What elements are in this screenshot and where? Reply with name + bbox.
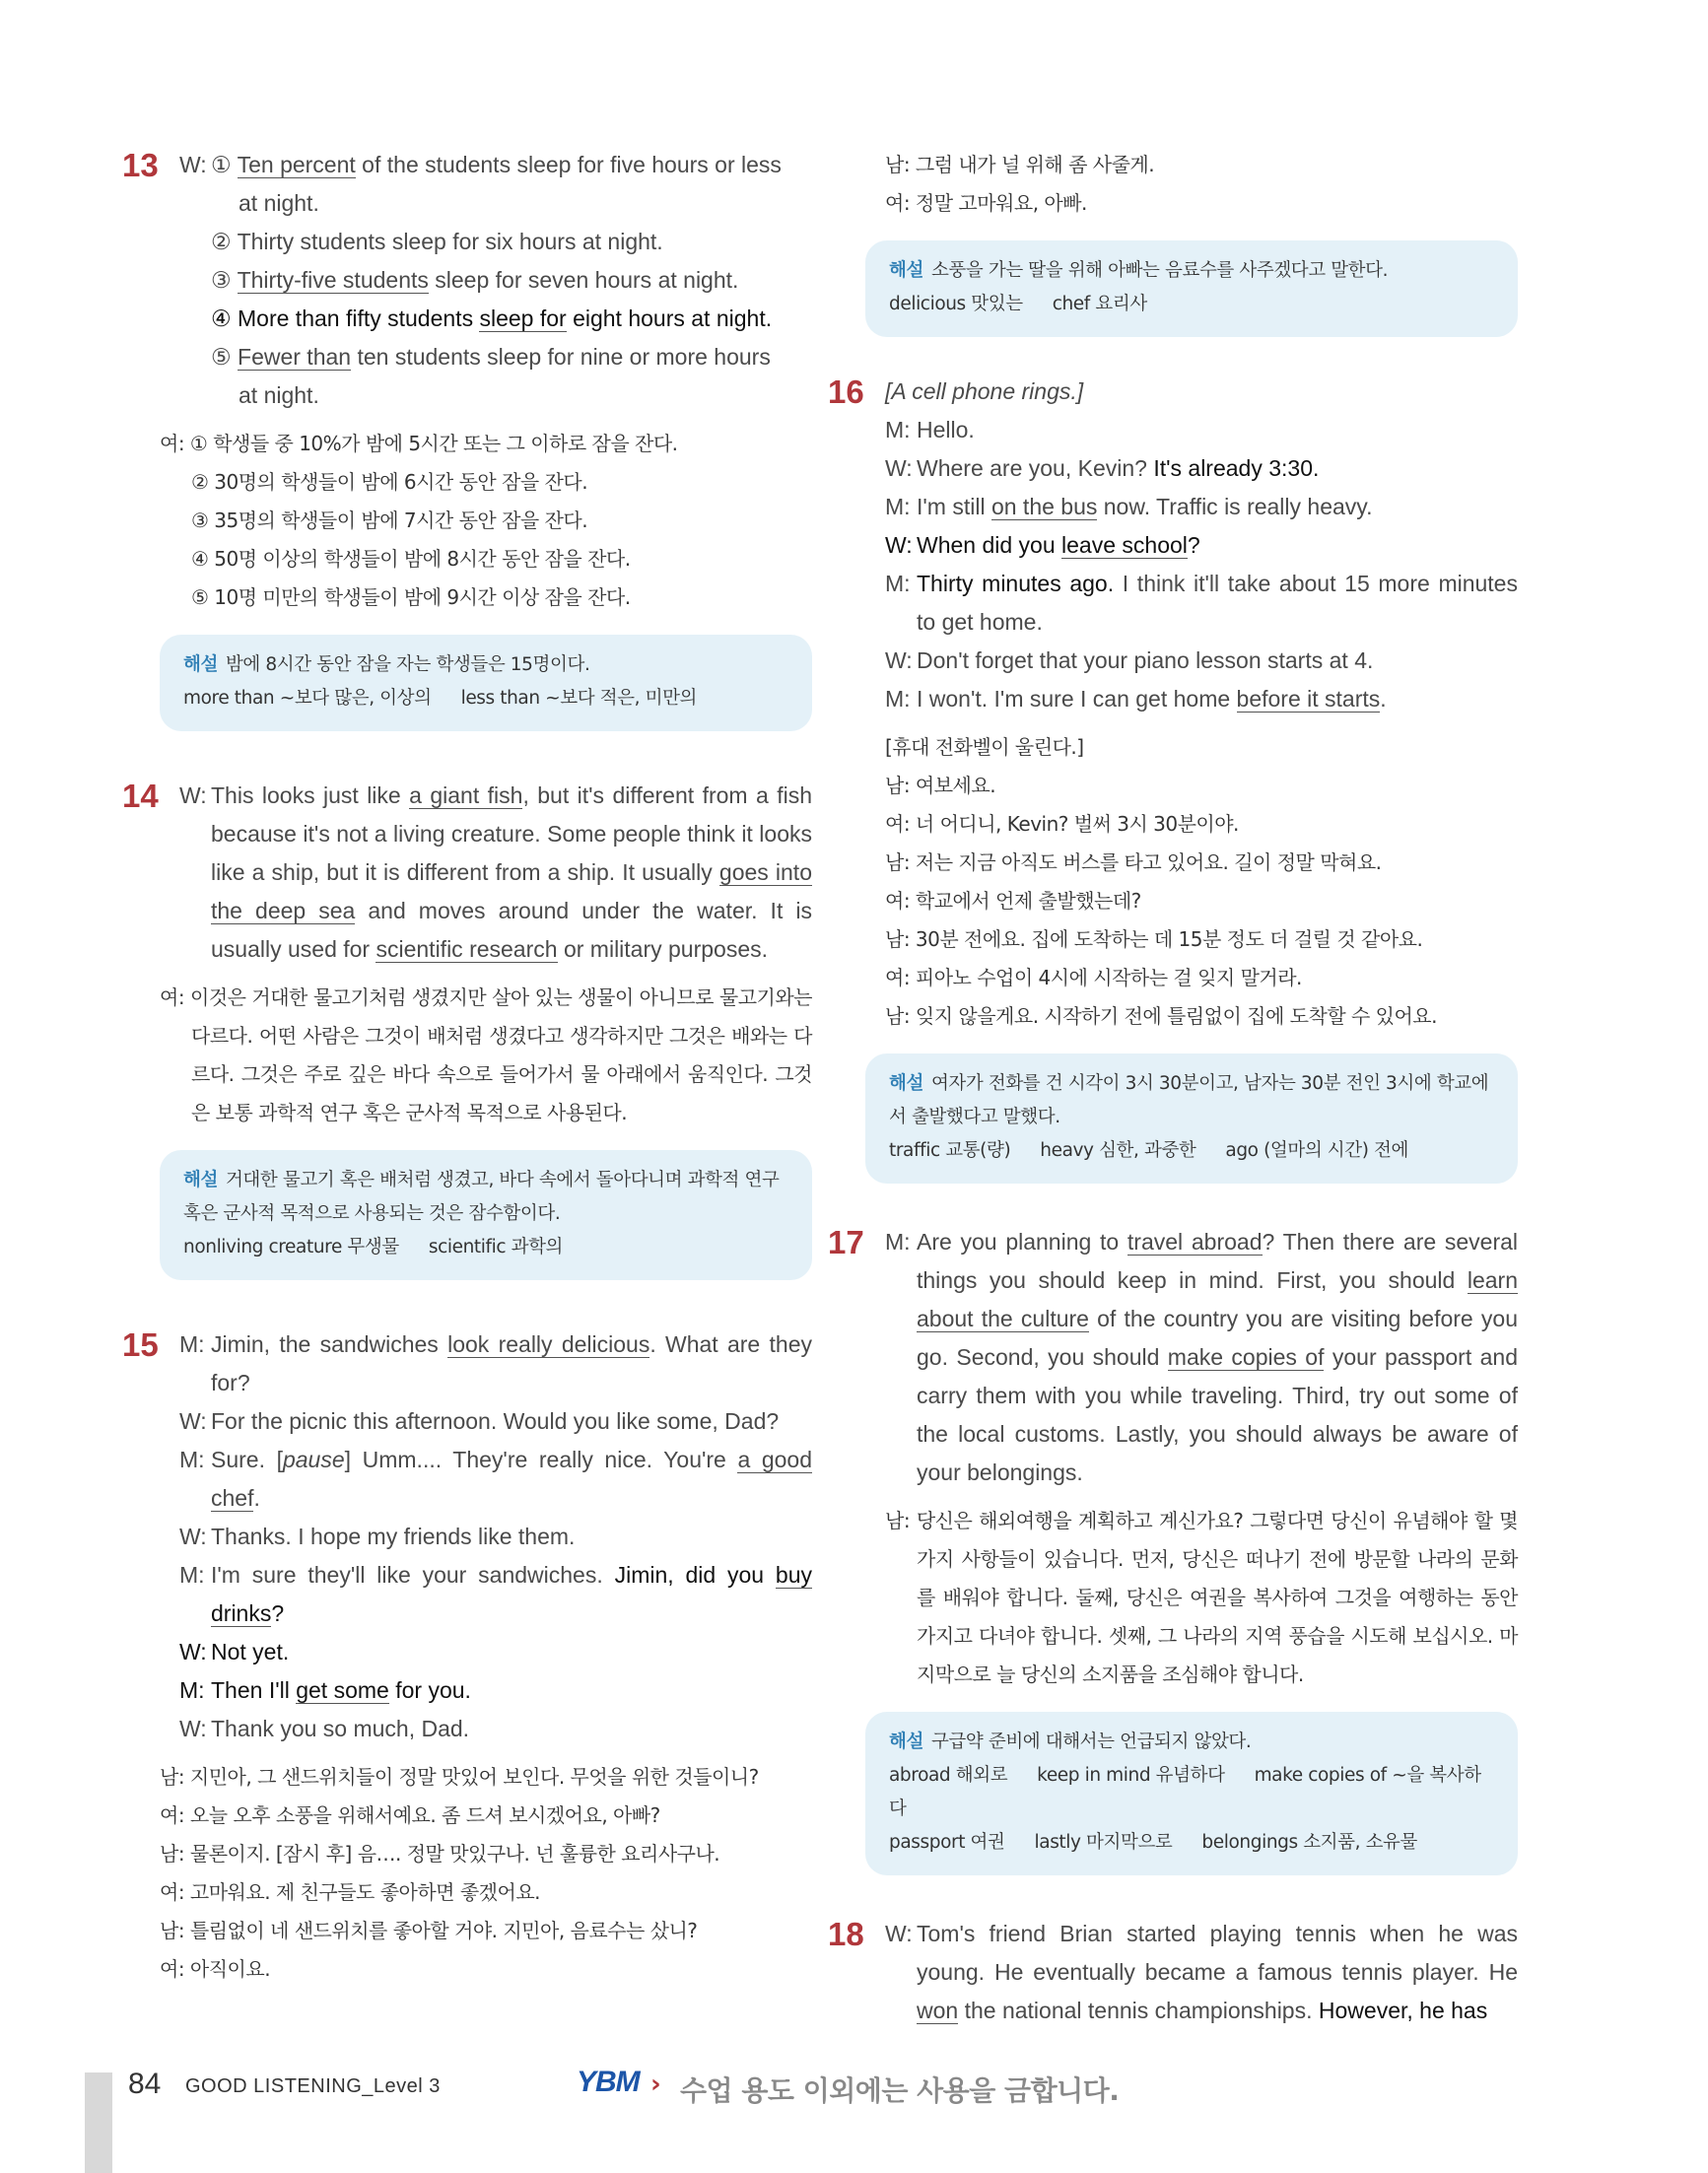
explanation-box: 해설 거대한 물고기 혹은 배처럼 생겼고, 바다 속에서 돌아다니며 과학적 연구 혹은 군사적 목적으로 사용되는 것은 잠수함이다. nonliving creature 무생물 scientific 과학의: [160, 1150, 812, 1280]
left-column: [122, 146, 812, 1989]
question-13: [122, 146, 812, 731]
english-script: M: Jimin, the sandwiches look really delicious. What are they for? W: For the picnic this afternoon. Would you like some, Dad? M: Sure. [pause] Umm.... They're really nice. You're a good chef. W: Thanks. I hope my friends like them. M: I'm sure they'll like your sandwiches. Jimin, did you buy drinks? W: Not yet. M: Then I'll get some for you. W: Thank you so much, Dad.: [179, 1331, 812, 1741]
question-15-continued: [828, 146, 1518, 337]
question-16: [828, 373, 1518, 1184]
book-title: GOOD LISTENING_Level 3: [185, 2075, 441, 2097]
page-number: 84: [128, 2068, 162, 2100]
ybm-logo: YBM: [577, 2066, 640, 2098]
question-18: [828, 1915, 1518, 2030]
right-column: [828, 146, 1518, 2030]
explanation-label: 해설: [183, 654, 218, 675]
korean-translation: 여: ① 학생들 중 10%가 밤에 5시간 또는 그 이하로 잠을 잔다. ② 30명의 학생들이 밤에 6시간 동안 잠을 잔다. ③ 35명의 학생들이 밤에 7시간 동안 잠을 잔다. ④ 50명 이상의 학생들이 밤에 8시간 동안 잠을 잔다. ⑤ 10명 미만의 학생들이 밤에 9시간 이상 잠을 잔다.: [160, 432, 678, 609]
english-script: W: This looks just like a giant fish, but it's different from a fish because it's not a living creature. Some people think it looks like a ship, but it is different from a ship. It usually goes into the deep sea and moves around under the water. It is usually used for scientific research or military purposes.: [179, 782, 813, 962]
chevron-right-icon: ›: [650, 2070, 661, 2099]
question-number: 13: [122, 147, 159, 183]
explanation-box: 해설 소풍을 가는 딸을 위해 아빠는 음료수를 사주겠다고 말한다. delicious 맛있는 chef 요리사: [865, 240, 1518, 337]
english-script: [A cell phone rings.] M: Hello. W: Where are you, Kevin? It's already 3:30. M: I'm still on the bus now. Traffic is really heavy. W: When did you leave school? M: Thirty minutes ago. I think it'll take about 15 more minutes to get home. W: Don't forget that your piano lesson starts at 4. M: I won't. I'm sure I can get home before it starts.: [885, 378, 1518, 712]
question-number: 14: [122, 778, 159, 814]
explanation-label: 해설: [183, 1170, 218, 1190]
question-17: [828, 1223, 1518, 1875]
footer-margin-bar: [85, 2072, 112, 2173]
explanation-box: 해설 밤에 8시간 동안 잠을 자는 학생들은 15명이다. more than ~보다 많은, 이상의 less than ~보다 적은, 미만의: [160, 635, 812, 731]
explanation-box: 해설 구급약 준비에 대해서는 언급되지 않았다. abroad 해외로 keep in mind 유념하다 make copies of ~을 복사하다 passport 여권 lastly 마지막으로 belongings 소지품, 소유물: [865, 1712, 1518, 1875]
korean-translation: 남: 당신은 해외여행을 계획하고 계신가요? 그렇다면 당신이 유념해야 할 몇 가지 사항들이 있습니다. 먼저, 당신은 떠나기 전에 방문할 나라의 문화를 배워야 합니다. 둘째, 당신은 여권을 복사하여 그것을 여행하는 동안 가지고 다녀야 합니다. 셋째, 그 나라의 지역 풍습을 시도해 보십시오. 마지막으로 늘 당신의 소지품을 조심해야 합니다.: [885, 1509, 1518, 1686]
english-script: W: Tom's friend Brian started playing tennis when he was young. He eventually became a famous tennis player. He won the national tennis championships. However, he has: [885, 1921, 1518, 2023]
explanation-box: 해설 여자가 전화를 건 시각이 3시 30분이고, 남자는 30분 전인 3시에 학교에서 출발했다고 말했다. traffic 교통(량) heavy 심한, 과중한 ago (얼마의 시간) 전에: [865, 1053, 1518, 1184]
explanation-label: 해설: [889, 1732, 923, 1752]
korean-translation: 남: 지민아, 그 샌드위치들이 정말 맛있어 보인다. 무엇을 위한 것들이니? 여: 오늘 오후 소풍을 위해서예요. 좀 드셔 보시겠어요, 아빠? 남: 물론이지. [잠시 후] 음…. 정말 맛있구나. 넌 훌륭한 요리사구나. 여: 고마워요. 제 친구들도 좋아하면 좋겠어요. 남: 틀림없이 네 샌드위치를 좋아할 거야. 지민아, 음료수는 샀니? 여: 아직이요.: [160, 1765, 759, 1981]
question-number: 16: [828, 373, 864, 410]
explanation-label: 해설: [889, 260, 923, 281]
question-14: [122, 777, 812, 1280]
question-number: 18: [828, 1916, 864, 1952]
english-script: M: Are you planning to travel abroad? Then there are several things you should keep in mind. First, you should learn about the culture of the country you are visiting before you go. Second, you should make copies of your passport and carry them with you while traveling. Third, try out some of the local customs. Lastly, you should always be aware of your belongings.: [885, 1229, 1519, 1485]
question-number: 15: [122, 1326, 159, 1363]
question-number: 17: [828, 1224, 864, 1260]
korean-translation: [휴대 전화벨이 울린다.] 남: 여보세요. 여: 너 어디니, Kevin? 벌써 3시 30분이야. 남: 저는 지금 아직도 버스를 타고 있어요. 길이 정말 막혀요. 여: 학교에서 언제 출발했는데? 남: 30분 전에요. 집에 도착하는 데 15분 정도 더 걸릴 것 같아요. 여: 피아노 수업이 4시에 시작하는 걸 잊지 말거라. 남: 잊지 않을게요. 시작하기 전에 틀림없이 집에 도착할 수 있어요.: [885, 735, 1437, 1028]
english-script: W: ① Ten percent of the students sleep for five hours or less at night. ② Thirty students sleep for six hours at night. ③ Thirty-five students sleep for seven hours at night. ④ More than fifty students sleep for eight hours at night. ⑤ Fewer than ten students sleep for nine or more hours at night.: [179, 152, 782, 408]
question-15: [122, 1325, 812, 1989]
explanation-label: 해설: [889, 1073, 923, 1094]
korean-translation: 남: 그럼 내가 널 위해 좀 사줄게. 여: 정말 고마워요, 아빠.: [885, 153, 1155, 215]
usage-notice: 수업 용도 이외에는 사용을 금합니다.: [680, 2074, 1120, 2107]
korean-translation: 여: 이것은 거대한 물고기처럼 생겼지만 살아 있는 생물이 아니므로 물고기와는 다르다. 어떤 사람은 그것이 배처럼 생겼다고 생각하지만 그것은 배와는 다르다. 그것은 주로 깊은 바다 속으로 들어가서 물 아래에서 움직인다. 그것은 보통 과학적 연구 혹은 군사적 목적으로 사용된다.: [160, 985, 812, 1124]
